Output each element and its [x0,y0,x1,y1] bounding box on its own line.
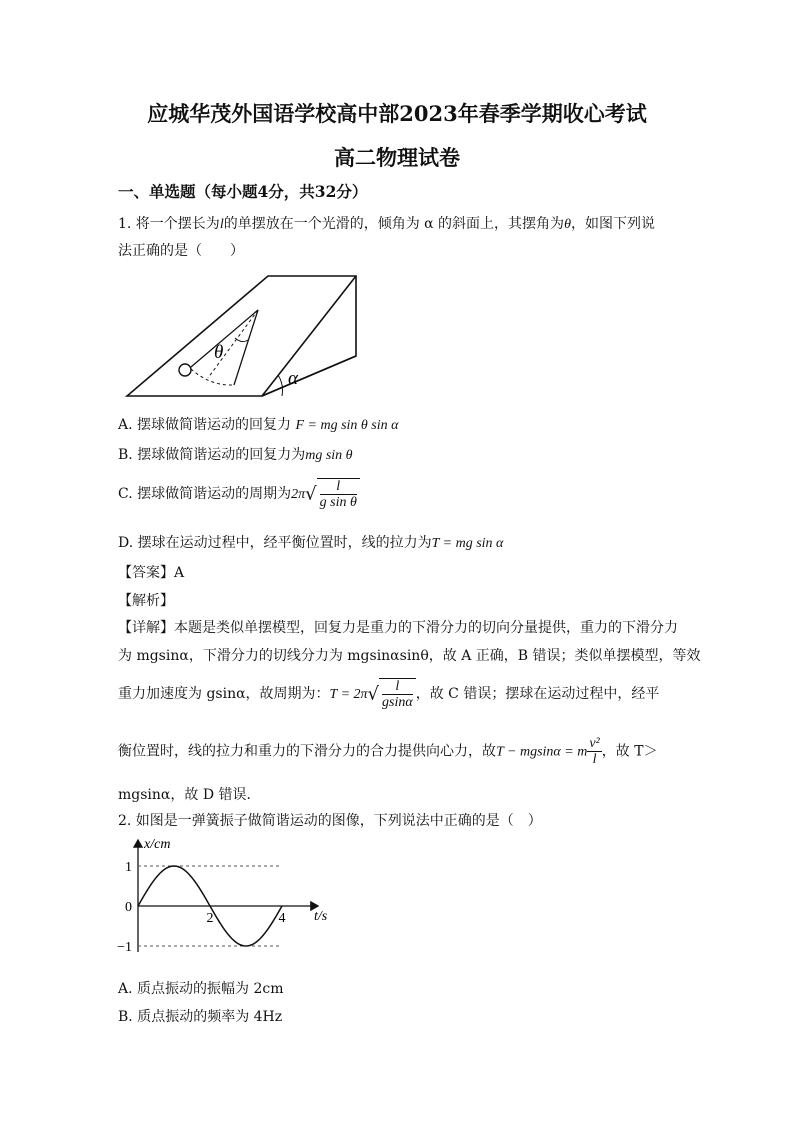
exam-title: 应城华茂外国语学校高中部2023年春季学期收心考试 [147,101,647,126]
shm-graph [117,834,340,966]
detail-line4: 衡位置时，线的拉力和重力的下滑分力的合力提供向心力，故T − mgsinα = m $\frac{\text{v²}}{l}$ ，故 T＞ [118,736,658,767]
label-alpha: α [288,368,298,389]
label-theta: θ [214,342,224,363]
x-tick-label: 4 [278,911,286,926]
pendulum-bob [179,364,191,376]
incline-pendulum-figure [118,268,370,403]
y-axis-label: x/cm [144,837,171,852]
section-heading: 一、单选题（每小题4分，共32分） [118,182,368,201]
y-tick-label: 1 [125,860,132,875]
detail-line1: 【详解】本题是类似单摆模型，回复力是重力的下滑分力的切向分量提供，重力的下滑分力 [118,620,678,636]
y-tick-label: −1 [117,940,132,955]
exam-subtitle: 高二物理试卷 [334,145,460,170]
x-axis-label: t/s [314,909,328,924]
y-tick-label: 0 [125,900,132,915]
answer: 【答案】A [118,565,185,581]
option-c: C. 摆球做简谐运动的周期为2π√ $\frac{l}{\text{g sin θ}}$ [118,478,360,510]
q1-stem-line1: 1. 将一个摆长为l的单摆放在一个光滑的，倾角为 α 的斜面上，其摆角为θ，如图下列说 [118,216,655,232]
option-a: A. 摆球做简谐运动的回复力 F = mg sin θ sin α [118,417,399,433]
q2-stem: 2. 如图是一弹簧振子做简谐运动的图像，下列说法中正确的是（ ） [118,813,542,829]
option-b: B. 摆球做简谐运动的回复力为mg sin θ [118,447,353,463]
pendulum-string [191,310,258,385]
detail-line2: 为 mgsinα，下滑分力的切线分力为 mgsinαsinθ，故 A 正确，B 错误；类似单摆模型，等效 [118,648,701,664]
q1-stem-line2: 法正确的是（ ） [118,243,244,259]
detail-line3: 重力加速度为 gsinα，故周期为：T = 2π√ $\frac{l}{gsin\alpha}$ ，故 C 错误；摆球在运动过程中，经平 [118,679,660,710]
x-tick-label: 2 [206,911,214,926]
analysis-label: 【解析】 [118,593,174,609]
option-d: D. 摆球在运动过程中，经平衡位置时，线的拉力为T = mg sin α [118,535,504,551]
detail-line5: mgsinα，故 D 错误． [118,787,261,803]
q2-option-b: B. 质点振动的频率为 4Hz [118,1009,283,1025]
q2-option-a: A. 质点振动的振幅为 2cm [118,981,284,997]
